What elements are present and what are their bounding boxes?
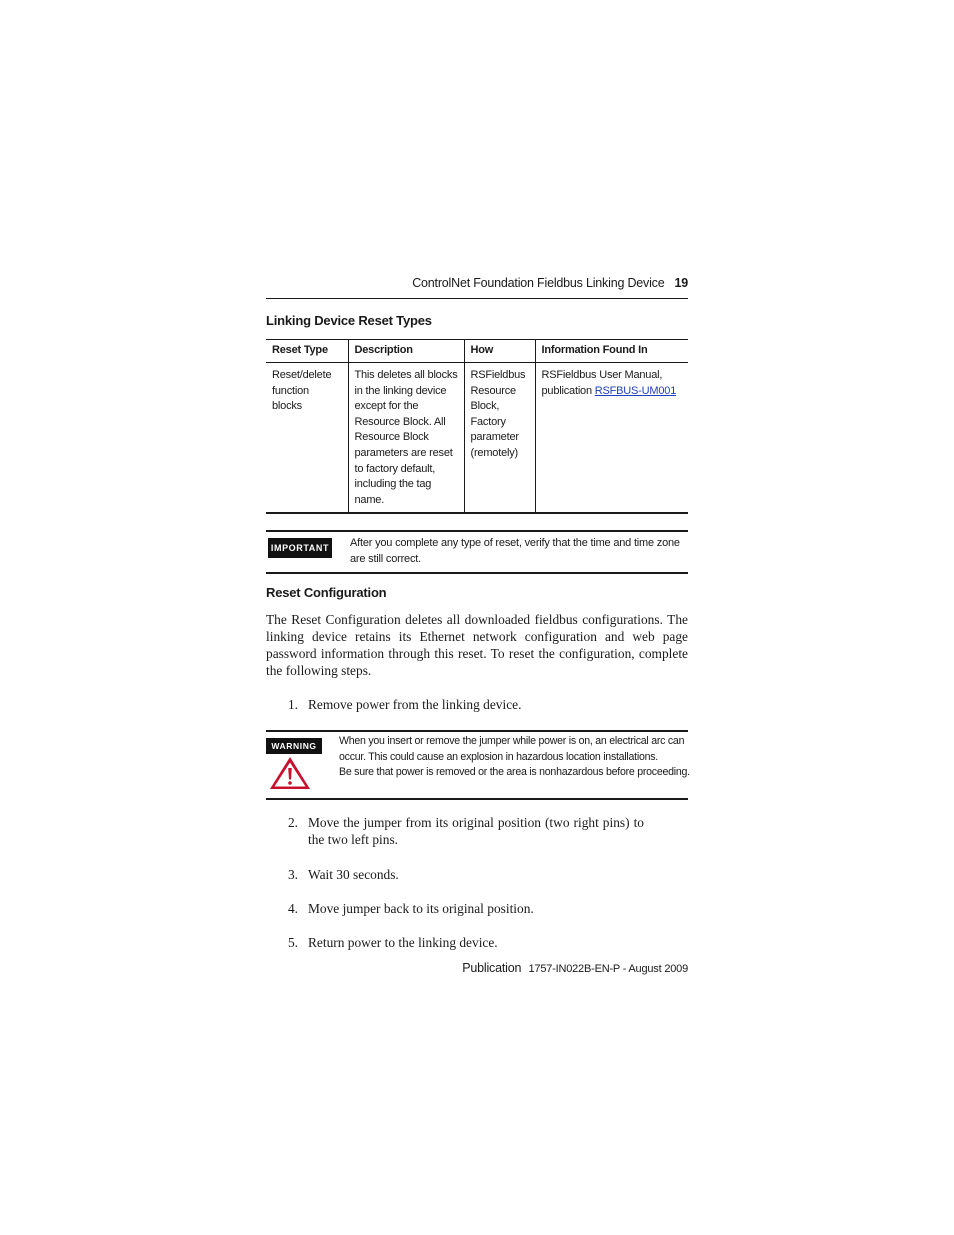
step-text: Wait 30 seconds. <box>308 867 399 882</box>
cell-how: RSFieldbus Resource Block, Factory parameter (remotely) <box>464 363 535 514</box>
list-item <box>266 814 688 848</box>
step-number: 5. <box>287 935 298 950</box>
important-badge: IMPORTANT <box>268 538 332 558</box>
column-header-information: Information Found In <box>535 340 688 363</box>
step-number: 1. <box>287 697 298 712</box>
cell-information <box>535 363 688 514</box>
list-item <box>266 696 688 713</box>
important-text: After you complete any type of reset, verify that the time and time zone are still correct. <box>350 537 680 565</box>
warning-triangle-icon <box>268 755 312 791</box>
cell-reset-type: Reset/delete function blocks <box>272 369 332 413</box>
step-text: Move the jumper from its original position (two right pins) to the two left pins. <box>308 815 644 847</box>
step-text: Remove power from the linking device. <box>308 697 522 712</box>
warning-badge: WARNING <box>266 738 322 754</box>
warning-line-2: Be sure that power is removed or the area is nonhazardous before proceeding. <box>339 766 690 779</box>
publication-id: 1757-IN022B-EN-P - August 2009 <box>528 963 688 975</box>
page-number: 19 <box>674 276 688 290</box>
step-number: 3. <box>287 867 298 882</box>
table-header-row <box>266 340 688 363</box>
step-number: 4. <box>287 901 298 916</box>
publication-link[interactable]: RSFBUS-UM001 <box>594 384 677 397</box>
footer-label: Publication <box>462 961 522 975</box>
table-row <box>266 363 688 514</box>
column-header-how: How <box>464 340 535 363</box>
step-text: Move jumper back to its original position. <box>308 901 534 916</box>
page-footer <box>266 961 688 975</box>
column-header-reset-type: Reset Type <box>272 344 328 356</box>
step-text: Return power to the linking device. <box>308 935 498 950</box>
warning-line-1: When you insert or remove the jumper while power is on, an electrical arc can occur. This could cause an explosion in hazardous location installations. <box>339 735 685 763</box>
reset-types-table <box>266 339 688 514</box>
section-heading: Reset Configuration <box>266 585 387 600</box>
column-header-description: Description <box>348 340 464 363</box>
step-number: 2. <box>287 815 298 830</box>
list-item <box>266 900 688 917</box>
running-header <box>266 276 688 290</box>
header-rule <box>266 298 688 299</box>
table-title: Linking Device Reset Types <box>266 313 432 328</box>
running-title: ControlNet Foundation Fieldbus Linking Device <box>412 276 665 290</box>
warning-text <box>339 734 691 781</box>
list-item <box>266 934 688 951</box>
cell-description: This deletes all blocks in the linking device except for the Resource Block. All Resource Block parameters are reset to factory default, including the tag name. <box>348 363 464 514</box>
list-item <box>266 866 688 883</box>
body-paragraph: The Reset Configuration deletes all downloaded fieldbus configurations. The linking device retains its Ethernet network configuration and web page password information through this reset. To reset the configuration, complete the following steps. <box>266 612 688 678</box>
info-text: RSFieldbus User Manual, publication <box>541 369 663 397</box>
